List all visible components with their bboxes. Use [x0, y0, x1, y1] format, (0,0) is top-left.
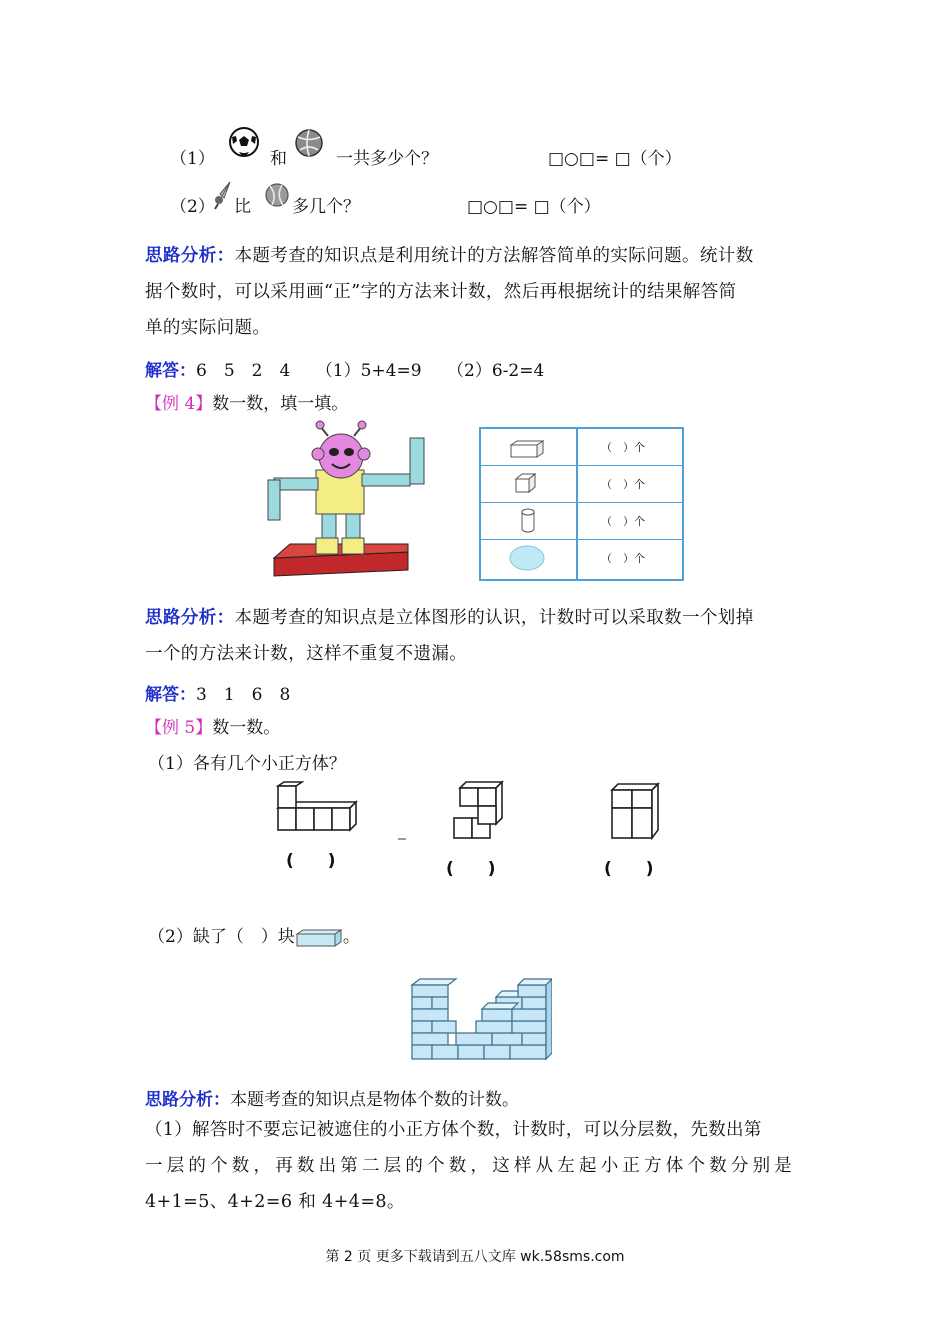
analysis-2-line2: 一个的方法来计数，这样不重复不遗漏。 [145, 644, 468, 664]
analysis-2-line1: 本题考查的知识点是立体图形的认识，计数时可以采取数一个划掉 [234, 608, 754, 628]
cube-icon [513, 471, 539, 497]
example-4-tag: 【例 4】 [145, 394, 213, 414]
divider-dot [398, 838, 406, 840]
analysis-1-line2: 据个数时，可以采用画“正”字的方法来计数，然后再根据统计的结果解答简 [145, 282, 737, 302]
analysis-1 [145, 238, 810, 346]
robot-figure [258, 420, 438, 582]
answer-2 [145, 680, 290, 705]
example-5-sub2 [148, 922, 360, 948]
example-5-sub1: （1）各有几个小正方体？ [148, 754, 346, 774]
brick-icon [295, 928, 343, 948]
explanation-1 [145, 1112, 810, 1220]
volleyball-icon [294, 128, 324, 158]
cuboid-icon [507, 439, 547, 459]
ball-icon [264, 182, 290, 208]
cubes-figure-2 [452, 780, 508, 844]
example-4-heading [145, 389, 348, 414]
sphere-icon [507, 543, 547, 573]
explanation-line2: 一层的个数，再数出第二层的个数，这样从左起小正方体个数分别是 [145, 1156, 796, 1176]
answer-label: 解答： [145, 685, 196, 705]
table-cell-4: （ ）个 [601, 552, 645, 565]
analysis-label: 思路分析： [145, 246, 235, 266]
answer-label: 解答： [145, 361, 196, 381]
answer-blank-3: ( ) [604, 859, 654, 879]
analysis-1-line3: 单的实际问题。 [145, 318, 271, 338]
answer-1 [145, 356, 544, 381]
answer-1-values: 6 5 2 4 （1）5+4=9 （2）6-2=4 [196, 361, 545, 381]
q1-and: 和 [270, 149, 287, 169]
analysis-3-text: 本题考查的知识点是物体个数的计数。 [230, 1090, 519, 1110]
q2-than: 比 [234, 197, 251, 217]
q1-row [170, 144, 215, 169]
cylinder-icon [519, 507, 537, 535]
explanation-line3: 4+1=5、4+2=6 和 4+4=8。 [145, 1192, 405, 1212]
analysis-2 [145, 600, 810, 672]
sub2-period: 。 [342, 927, 360, 947]
cubes-figure-1 [276, 780, 360, 834]
table-cell-2: （ ）个 [601, 478, 645, 491]
count-table [479, 427, 684, 581]
shuttlecock-icon [212, 180, 234, 210]
brick-wall-figure [410, 975, 552, 1067]
page-footer: 第 2 页 更多下载请到五八文库 wk.58sms.com [325, 1249, 625, 1265]
answer-blank-1: ( ) [286, 851, 336, 871]
answer-2-values: 3 1 6 8 [196, 685, 291, 705]
example-5-title: 数一数。 [212, 718, 281, 738]
q2-text: 多几个？ [292, 197, 360, 217]
example-5-tag: 【例 5】 [145, 718, 213, 738]
explanation-line1: （1）解答时不要忘记被遮住的小正方体个数，计数时，可以分层数，先数出第 [145, 1120, 762, 1140]
example-4-title: 数一数，填一填。 [212, 394, 349, 414]
q2-formula: □○□= □（个） [467, 197, 601, 217]
table-cell-3: （ ）个 [601, 515, 645, 528]
table-cell-1: （ ）个 [601, 441, 645, 454]
analysis-label: 思路分析： [145, 608, 235, 628]
analysis-3 [145, 1085, 519, 1110]
q1-text: 一共多少个？ [336, 149, 438, 169]
q1-number: （1） [170, 149, 215, 169]
q1-formula: □○□= □（个） [548, 149, 682, 169]
sub2-text: （2）缺了（ ）块 [148, 927, 295, 947]
analysis-label: 思路分析： [145, 1090, 230, 1110]
cubes-figure-3 [608, 780, 664, 844]
analysis-1-line1: 本题考查的知识点是利用统计的方法解答简单的实际问题。统计数 [234, 246, 754, 266]
q2-number: （2） [170, 197, 215, 217]
answer-blank-2: ( ) [446, 859, 496, 879]
example-5-heading [145, 713, 280, 738]
soccer-ball-icon [228, 126, 260, 158]
